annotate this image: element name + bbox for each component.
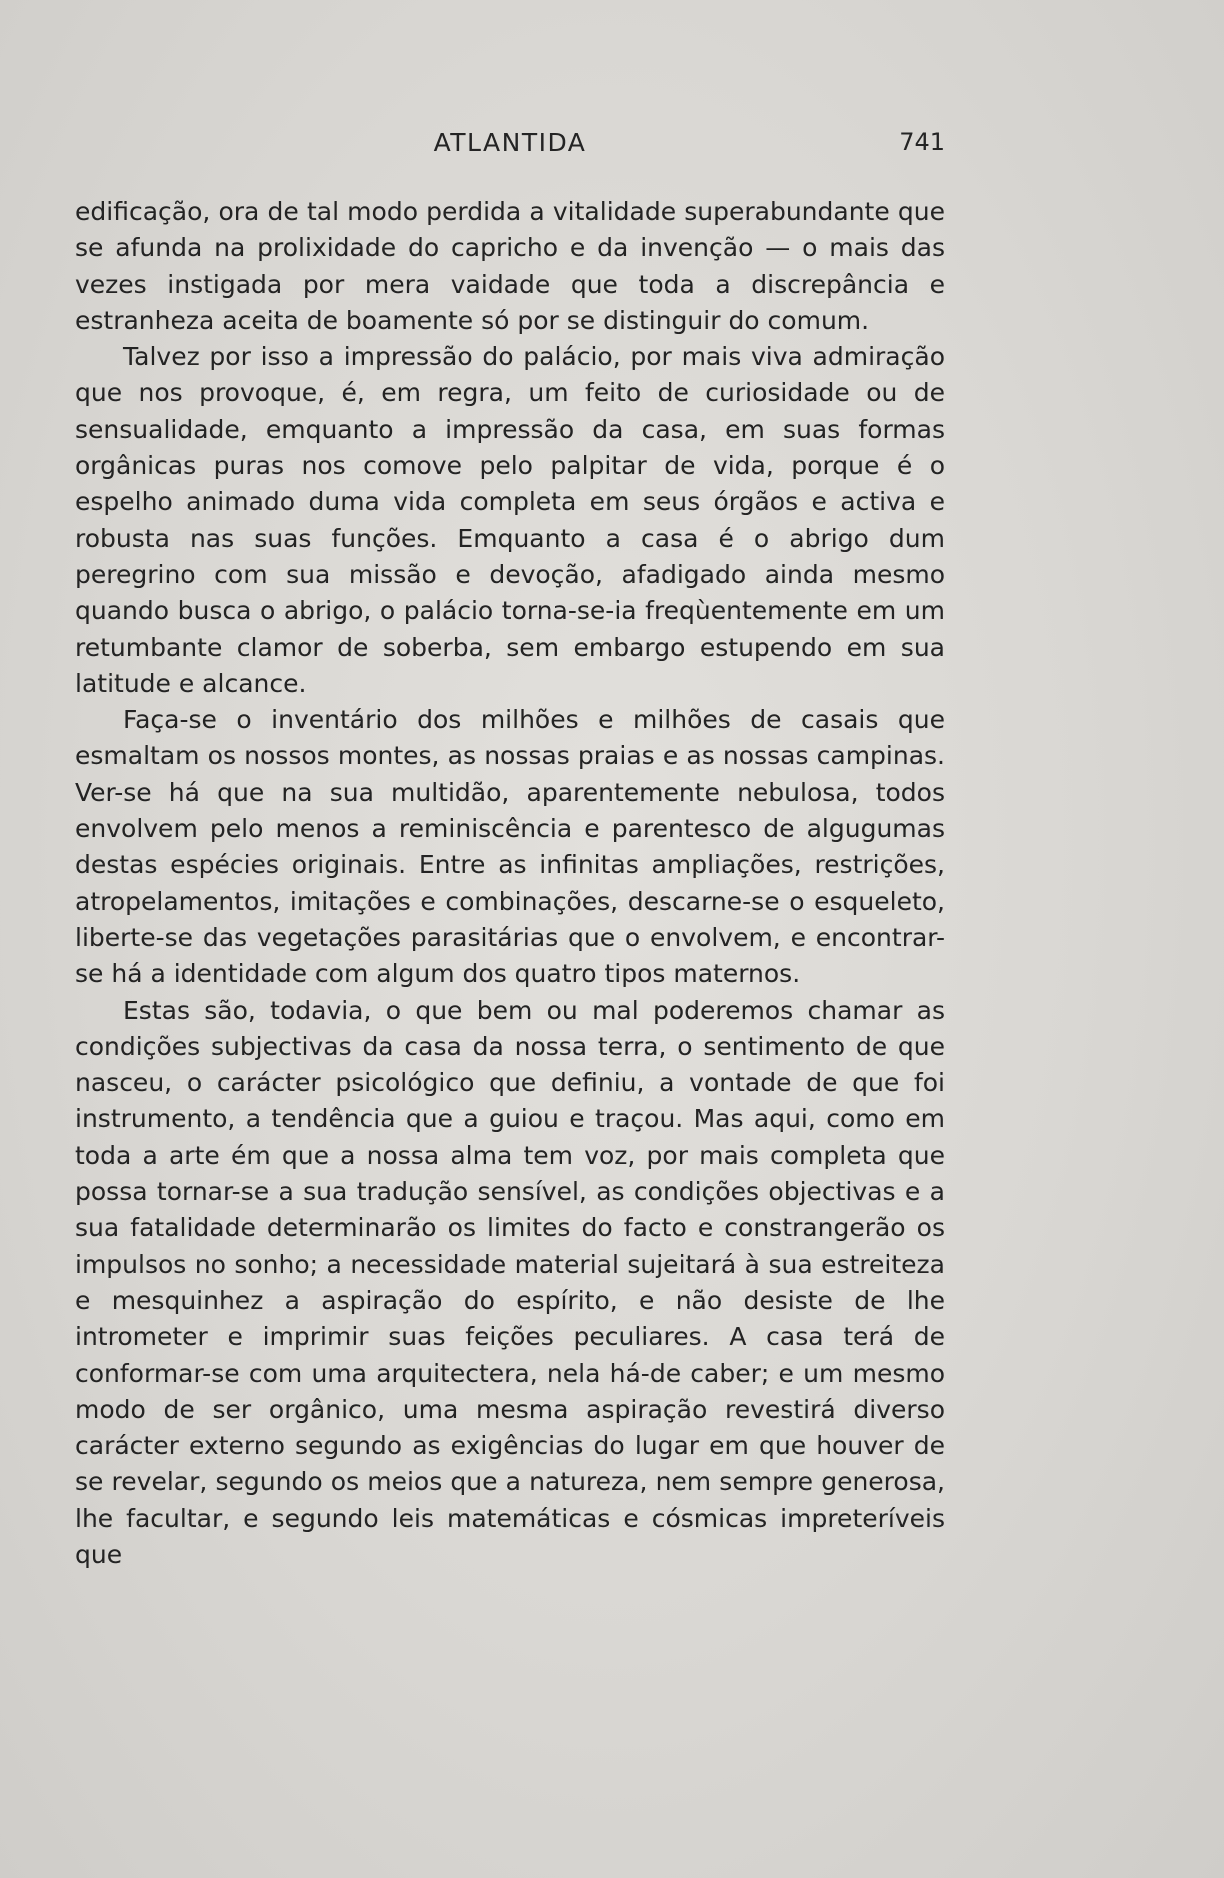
page-number: 741 [899, 128, 945, 156]
paragraph: Estas são, todavia, o que bem ou mal poderemos chamar as condições subjectivas da casa da nossa terra, o sentimento de que nasceu, o carácter psicológico que definiu, a vontade de que foi instrumento, a tendência que a guiou e traçou. Mas aqui, como em toda a arte ém que a nossa alma tem voz, por mais completa que possa tornar-se a sua tradução sensível, as condições objectivas e a sua fatalidade determinarão os limites do facto e constrangerão os impulsos no sonho; a necessidade material sujeitará à sua estreiteza e mesquinhez a aspiração do espírito, e não desiste de lhe intrometer e imprimir suas feições peculiares. A casa terá de conformar-se com uma arquitectera, nela há-de caber; e um mesmo modo de ser orgânico, uma mesma aspiração revestirá diverso carácter externo segundo as exigências do lugar em que houver de se revelar, segundo os meios que a natureza, nem sempre generosa, lhe facultar, e segundo leis matemáticas e cósmicas impreteríveis que [75, 995, 945, 1569]
running-title: ATLANTIDA [433, 128, 587, 157]
running-head [75, 128, 945, 168]
body-text [75, 194, 945, 1573]
paragraph: Talvez por isso a impressão do palácio, por mais viva admiração que nos provoque, é, em regra, um feito de curiosidade ou de sensualidade, emquanto a impressão da casa, em suas formas orgânicas puras nos comove pelo palpitar de vida, porque é o espelho animado duma vida completa em seus órgãos e activa e robusta nas suas funções. Emquanto a casa é o abrigo dum peregrino com sua missão e devoção, afadigado ainda mesmo quando busca o abrigo, o palácio torna-se-ia freqùentemente em um retumbante clamor de soberba, sem embargo estupendo em sua latitude e alcance. [75, 342, 945, 698]
paragraph-continuation: edificação, ora de tal modo perdida a vitalidade superabundante que se afunda na prolixidade do capricho e da invenção — o mais das vezes instigada por mera vaidade que toda a discrepância e estranheza aceita de boamente só por se distinguir do comum. [75, 197, 945, 335]
paragraph: Faça-se o inventário dos milhões e milhões de casais que esmaltam os nossos montes, as nossas praias e as nossas campinas. Ver-se há que na sua multidão, aparentemente nebulosa, todos envolvem pelo menos a reminiscência e parentesco de algugumas destas espécies originais. Entre as infinitas ampliações, restrições, atropelamentos, imitações e combinações, descarne-se o esqueleto, liberte-se das vegetações parasitárias que o envolvem, e encontrar-se há a identidade com algum dos quatro tipos maternos. [75, 705, 945, 989]
